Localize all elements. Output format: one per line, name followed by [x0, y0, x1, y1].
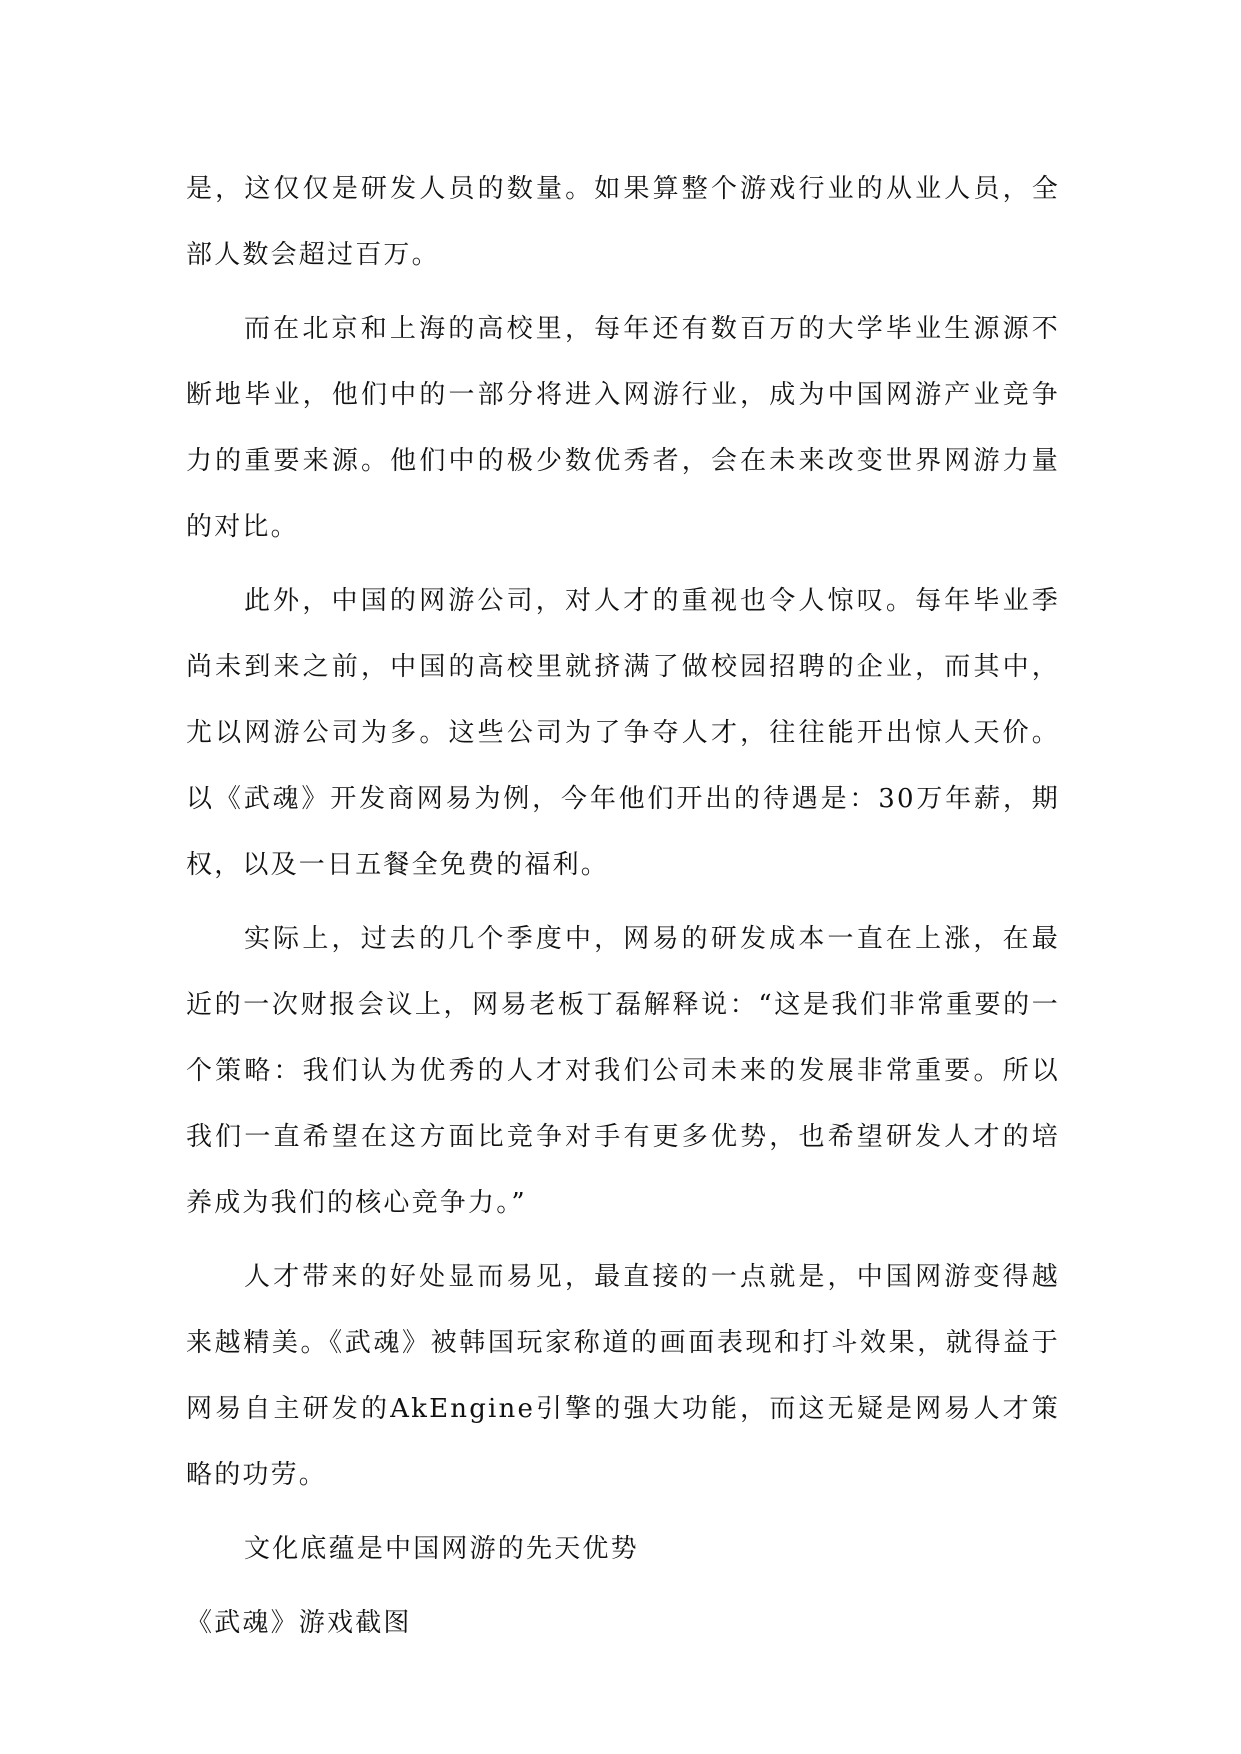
section-heading: 文化底蕴是中国网游的先天优势 [244, 1534, 639, 1564]
article-body [186, 156, 1060, 1656]
paragraph-5: 人才带来的好处显而易见，最直接的一点就是，中国网游变得越来越精美。《武魂》被韩国玩家称道的画面表现和打斗效果，就得益于网易自主研发的AkEngine引擎的强大功能，而这无疑是网易人才策略的功劳。 [186, 1262, 1060, 1490]
paragraph-3: 此外，中国的网游公司，对人才的重视也令人惊叹。每年毕业季尚未到来之前，中国的高校里就挤满了做校园招聘的企业，而其中，尤以网游公司为多。这些公司为了争夺人才，往往能开出惊人天价。以《武魂》开发商网易为例，今年他们开出的待遇是：30万年薪，期权，以及一日五餐全免费的福利。 [186, 586, 1060, 880]
paragraph-4: 实际上，过去的几个季度中，网易的研发成本一直在上涨，在最近的一次财报会议上，网易老板丁磊解释说：“这是我们非常重要的一个策略：我们认为优秀的人才对我们公司未来的发展非常重要。所以我们一直希望在这方面比竞争对手有更多优势，也希望研发人才的培养成为我们的核心竞争力。” [186, 924, 1060, 1218]
paragraph-2: 而在北京和上海的高校里，每年还有数百万的大学毕业生源源不断地毕业，他们中的一部分将进入网游行业，成为中国网游产业竞争力的重要来源。他们中的极少数优秀者，会在未来改变世界网游力量的对比。 [186, 314, 1060, 542]
paragraph-1: 是，这仅仅是研发人员的数量。如果算整个游戏行业的从业人员，全部人数会超过百万。 [186, 174, 1060, 270]
image-caption: 《武魂》游戏截图 [186, 1608, 412, 1638]
